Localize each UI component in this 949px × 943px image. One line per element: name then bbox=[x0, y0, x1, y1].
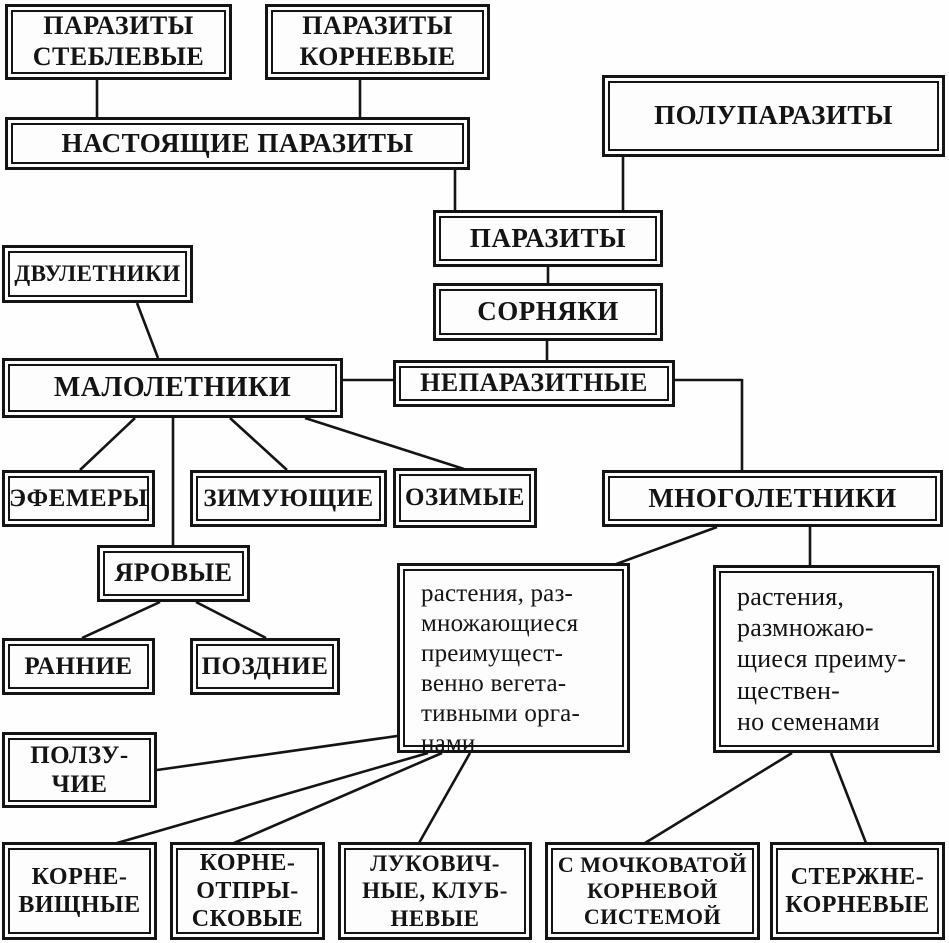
node-nonparasitic bbox=[393, 360, 675, 407]
node-spring-annuals bbox=[97, 545, 250, 602]
node-biennials bbox=[2, 245, 193, 303]
node-parasites-stem-line-0: ПАРАЗИТЫ bbox=[43, 11, 194, 41]
node-bulbous-tuberous-line-1: НЫЕ, КЛУБ- bbox=[362, 878, 508, 904]
node-weeds bbox=[433, 283, 663, 341]
node-perennials-line-0: МНОГОЛЕТНИКИ bbox=[648, 482, 897, 513]
edge-annuals--wintering bbox=[230, 418, 287, 470]
edge-vegetative-note--root-sprouting bbox=[234, 753, 442, 843]
node-creeping-line-0: ПОЛЗУ- bbox=[30, 741, 129, 769]
node-semi-parasites-line-0: ПОЛУПАРАЗИТЫ bbox=[654, 100, 893, 131]
node-parasites-root-line-1: КОРНЕВЫЕ bbox=[299, 42, 456, 71]
edge-creeping--vegetative-note bbox=[157, 736, 397, 770]
node-nonparasitic-line-0: НЕПАРАЗИТНЫЕ bbox=[420, 368, 648, 398]
node-seed-note-line-1: размножаю- bbox=[737, 613, 874, 643]
node-creeping-label bbox=[8, 738, 151, 802]
node-ephemerals bbox=[2, 470, 155, 527]
node-winter-annuals-line-0: ОЗИМЫЕ bbox=[405, 484, 525, 512]
node-wintering-line-0: ЗИМУЮЩИЕ bbox=[203, 484, 374, 512]
edge-seed-note--fibrous-root bbox=[645, 753, 792, 843]
node-seed-note-label bbox=[719, 571, 934, 747]
node-winter-annuals bbox=[393, 468, 537, 528]
node-root-sprouting-line-2: СКОВЫЕ bbox=[191, 906, 304, 933]
node-wintering bbox=[190, 470, 387, 527]
edge-annuals--ephemerals bbox=[80, 418, 135, 470]
node-fibrous-root bbox=[545, 842, 760, 940]
node-late-label bbox=[196, 644, 334, 689]
node-weeds-label bbox=[439, 289, 657, 335]
node-vegetative-note-label bbox=[403, 569, 624, 757]
node-spring-annuals-line-0: ЯРОВЫЕ bbox=[114, 558, 233, 588]
node-vegetative-note-line-5: нами bbox=[421, 730, 476, 757]
node-fibrous-root-line-1: КОРНЕВОЙ bbox=[587, 878, 718, 904]
node-parasites-stem-line-1: СТЕБЛЕВЫЕ bbox=[32, 42, 205, 71]
node-weeds-line-0: СОРНЯКИ bbox=[477, 296, 619, 327]
node-parasites-line-0: ПАРАЗИТЫ bbox=[469, 222, 627, 253]
node-early bbox=[2, 638, 155, 695]
node-seed-note-line-3: ществен- bbox=[737, 675, 840, 705]
node-perennials bbox=[602, 470, 943, 527]
node-parasites-root bbox=[265, 4, 490, 80]
node-biennials-line-0: ДВУЛЕТНИКИ bbox=[14, 261, 181, 287]
node-ephemerals-line-0: ЭФЕМЕРЫ bbox=[9, 484, 148, 512]
edge-vegetative-note--bulbous-tuberous bbox=[419, 753, 470, 843]
edge-annuals--winter-annuals bbox=[305, 418, 464, 469]
node-seed-note bbox=[713, 565, 940, 753]
node-annuals-line-0: МАЛОЛЕТНИКИ bbox=[53, 372, 292, 404]
node-parasites-root-label bbox=[271, 10, 484, 74]
node-ephemerals-label bbox=[8, 476, 149, 521]
node-vegetative-note-line-0: растения, раз- bbox=[421, 580, 574, 607]
edge-vegetative-note--rhizomatous bbox=[117, 753, 428, 843]
node-late bbox=[190, 638, 340, 695]
node-bulbous-tuberous bbox=[338, 842, 532, 940]
node-vegetative-note-line-1: множающиеся bbox=[421, 610, 579, 637]
node-seed-note-line-4: но семенами bbox=[737, 706, 880, 736]
node-vegetative-note-line-2: преимущест- bbox=[421, 640, 564, 667]
node-true-parasites-line-0: НАСТОЯЩИЕ ПАРАЗИТЫ bbox=[61, 127, 414, 158]
node-creeping-line-1: ЧИЕ bbox=[51, 771, 108, 798]
edge-perennials--vegetative-note bbox=[611, 527, 717, 566]
node-parasites-stem-label bbox=[11, 10, 226, 74]
node-early-label bbox=[8, 644, 149, 689]
node-late-line-0: ПОЗДНИЕ bbox=[201, 652, 329, 680]
node-parasites bbox=[433, 210, 663, 267]
edge-biennials--annuals bbox=[137, 303, 158, 358]
node-parasites-root-line-0: ПАРАЗИТЫ bbox=[302, 11, 453, 41]
node-biennials-label bbox=[8, 251, 187, 297]
node-fibrous-root-line-2: СИСТЕМОЙ bbox=[583, 903, 722, 929]
edge-seed-note--taproot bbox=[831, 753, 866, 843]
node-nonparasitic-label bbox=[399, 366, 669, 401]
node-true-parasites-label bbox=[11, 123, 464, 164]
node-vegetative-note-line-4: тивными орга- bbox=[421, 700, 581, 727]
node-taproot-label bbox=[776, 848, 939, 934]
node-semi-parasites bbox=[602, 75, 945, 157]
node-true-parasites bbox=[5, 117, 470, 170]
node-fibrous-root-line-0: С МОЧКОВАТОЙ bbox=[557, 852, 748, 878]
node-winter-annuals-label bbox=[399, 474, 531, 522]
node-bulbous-tuberous-line-2: НЕВЫЕ bbox=[390, 905, 480, 931]
node-spring-annuals-label bbox=[103, 551, 244, 596]
node-root-sprouting bbox=[170, 842, 325, 940]
node-parasites-stem bbox=[5, 4, 232, 80]
node-seed-note-line-2: щиеся преиму- bbox=[737, 644, 907, 674]
node-rhizomatous-line-1: ВИЩНЫЕ bbox=[18, 892, 141, 918]
node-bulbous-tuberous-line-0: ЛУКОВИЧ- bbox=[370, 851, 500, 877]
node-wintering-label bbox=[196, 476, 381, 521]
node-root-sprouting-line-0: КОРНЕ- bbox=[199, 849, 296, 876]
node-root-sprouting-label bbox=[176, 848, 319, 934]
node-vegetative-note-line-3: венно вегета- bbox=[421, 670, 567, 697]
node-root-sprouting-line-1: ОТПРЫ- bbox=[196, 877, 299, 904]
edge-spring-annuals--early bbox=[82, 602, 160, 638]
node-seed-note-line-0: растения, bbox=[737, 582, 845, 611]
node-rhizomatous-line-0: КОРНЕ- bbox=[31, 863, 128, 890]
node-taproot-line-1: КОРНЕВЫЕ bbox=[785, 892, 930, 918]
node-rhizomatous bbox=[2, 842, 157, 940]
node-taproot bbox=[770, 842, 945, 940]
node-taproot-line-0: СТЕРЖНЕ- bbox=[790, 863, 925, 890]
node-early-line-0: РАННИЕ bbox=[24, 652, 133, 680]
node-perennials-label bbox=[608, 476, 937, 521]
node-rhizomatous-label bbox=[8, 848, 151, 934]
edge-spring-annuals--late bbox=[196, 602, 266, 638]
node-vegetative-note bbox=[397, 563, 630, 757]
node-annuals bbox=[2, 358, 343, 418]
node-creeping bbox=[2, 732, 157, 808]
node-bulbous-tuberous-label bbox=[344, 848, 526, 934]
node-fibrous-root-label bbox=[551, 848, 754, 934]
node-parasites-label bbox=[439, 216, 657, 261]
node-semi-parasites-label bbox=[608, 81, 939, 151]
node-annuals-label bbox=[8, 364, 337, 412]
